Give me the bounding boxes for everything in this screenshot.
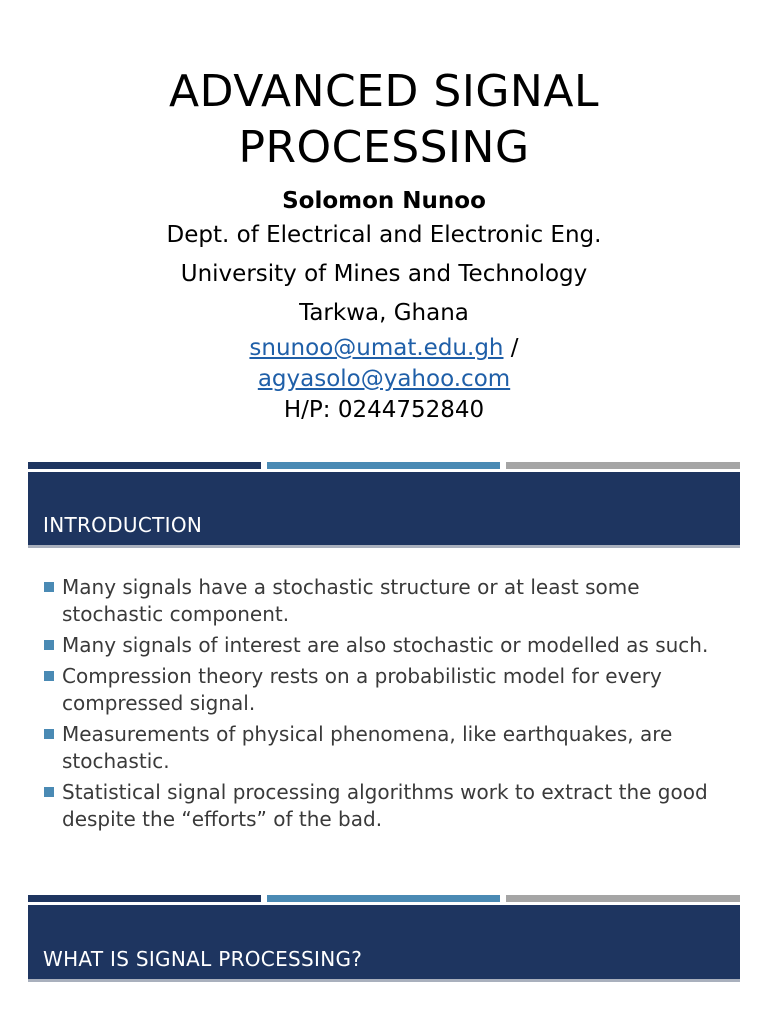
slide3-header	[28, 905, 740, 982]
author-name: Solomon Nunoo	[282, 188, 486, 214]
title-line-2: PROCESSING	[238, 122, 530, 173]
accent-bar-gray	[506, 895, 740, 902]
introduction-bullet-list	[44, 574, 734, 837]
title-slide	[0, 0, 768, 434]
accent-bars-slide2	[28, 462, 740, 470]
department: Dept. of Electrical and Electronic Eng.	[166, 222, 602, 248]
bullet-text: Many signals of interest are also stochastic or modelled as such.	[62, 633, 709, 657]
slide2-header	[28, 472, 740, 548]
list-item	[44, 721, 734, 775]
bullet-square-icon	[44, 671, 54, 681]
accent-bars-slide3	[28, 895, 740, 903]
university: University of Mines and Technology	[180, 261, 588, 287]
list-item	[44, 663, 734, 717]
email-link-umat[interactable]: snunoo@umat.edu.gh	[249, 335, 504, 361]
slide3-heading: WHAT IS SIGNAL PROCESSING?	[43, 947, 363, 971]
bullet-text: Compression theory rests on a probabilistic model for every compressed signal.	[62, 664, 662, 715]
presentation-title	[0, 64, 768, 176]
phone-number: H/P: 0244752840	[283, 397, 485, 423]
list-item	[44, 574, 734, 628]
email-separator: /	[503, 335, 519, 361]
accent-bar-navy	[28, 895, 261, 902]
email-links	[0, 333, 768, 395]
list-item	[44, 779, 734, 833]
list-item	[44, 632, 734, 659]
bullet-text: Statistical signal processing algorithms work to extract the good despite the “efforts” of the bad.	[62, 780, 708, 831]
email-link-yahoo[interactable]: agyasolo@yahoo.com	[257, 366, 511, 392]
bullet-text: Many signals have a stochastic structure or at least some stochastic component.	[62, 575, 640, 626]
accent-bar-blue	[267, 462, 500, 469]
bullet-square-icon	[44, 787, 54, 797]
bullet-square-icon	[44, 582, 54, 592]
accent-bar-navy	[28, 462, 261, 469]
bullet-square-icon	[44, 640, 54, 650]
location: Tarkwa, Ghana	[299, 300, 469, 326]
slide2-heading: INTRODUCTION	[43, 513, 203, 537]
title-line-1: ADVANCED SIGNAL	[169, 66, 599, 117]
accent-bar-blue	[267, 895, 500, 902]
bullet-text: Measurements of physical phenomena, like earthquakes, are stochastic.	[62, 722, 673, 773]
bullet-square-icon	[44, 729, 54, 739]
author-info	[0, 186, 768, 425]
accent-bar-gray	[506, 462, 740, 469]
